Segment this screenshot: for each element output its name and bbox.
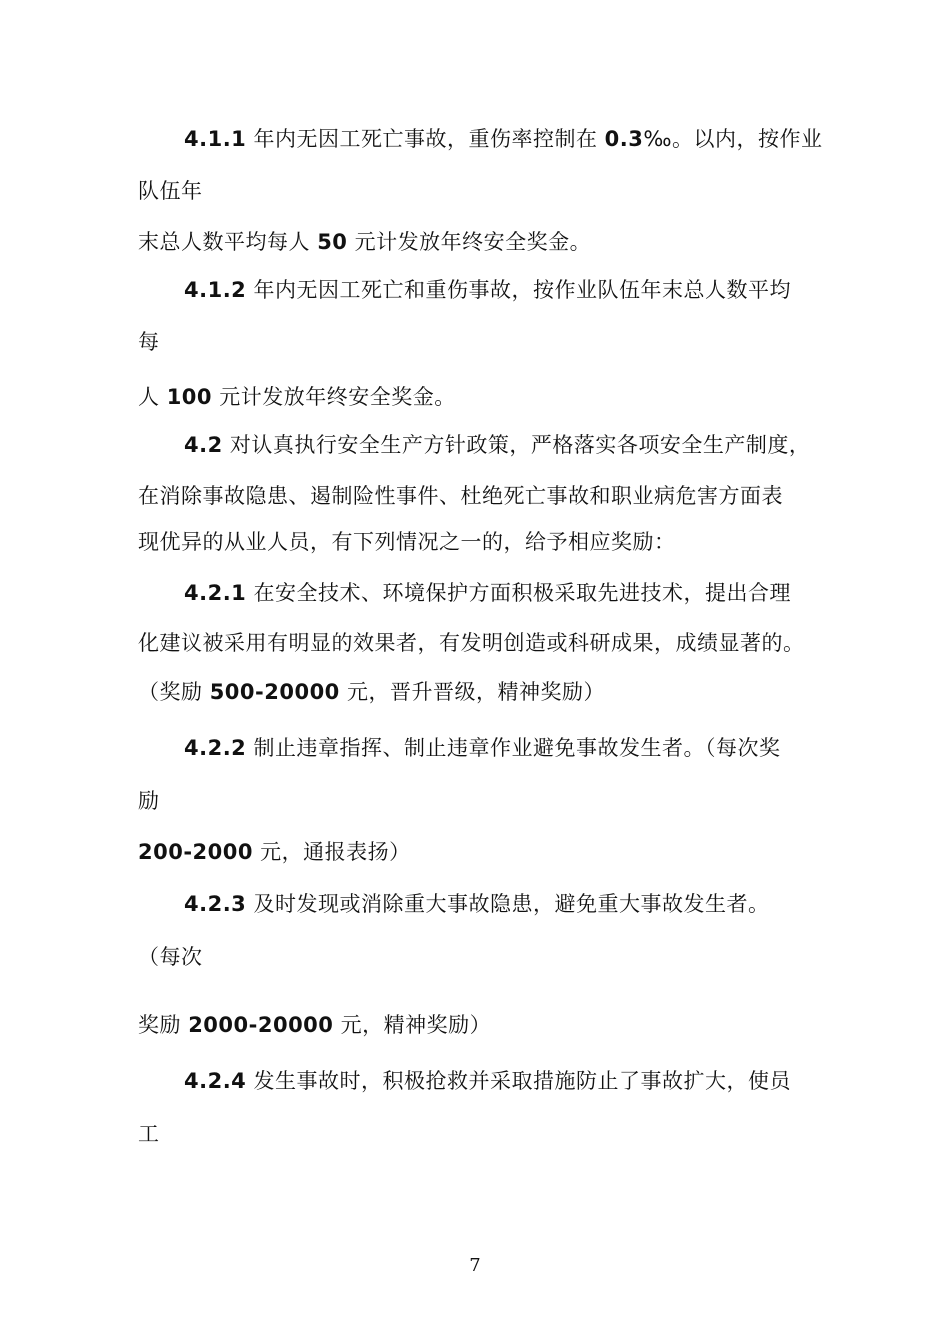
line-text: 工 xyxy=(138,1122,160,1146)
inline-number: 0.3 xyxy=(604,127,644,151)
line-text: ‰。以内，按作业 xyxy=(643,127,823,151)
line-text: 化建议被采用有明显的效果者，有发明创造或科研成果，成绩显著的。 xyxy=(138,631,805,655)
inline-number: 2000-20000 xyxy=(188,1013,334,1037)
line-text: 元，精神奖励） xyxy=(333,1013,492,1037)
clause-number: 4.2.4 xyxy=(184,1069,247,1093)
inline-number: 50 xyxy=(317,230,348,254)
paragraph-line xyxy=(138,677,605,707)
line-text: 元计发放年终安全奖金。 xyxy=(347,230,592,254)
line-text: 励 xyxy=(138,789,160,813)
paragraph-line xyxy=(138,942,203,972)
paragraph-line xyxy=(184,124,823,154)
line-text: 对认真执行安全生产方针政策，严格落实各项安全生产制度， xyxy=(222,433,811,457)
paragraph-line xyxy=(138,227,591,257)
line-text: （奖励 xyxy=(138,680,210,704)
paragraph-line xyxy=(138,382,456,412)
inline-number: 200-2000 xyxy=(138,840,253,864)
inline-number: 500-20000 xyxy=(209,680,340,704)
paragraph-line xyxy=(138,1010,491,1040)
line-text: 及时发现或消除重大事故隐患，避免重大事故发生者。 xyxy=(246,892,770,916)
line-text: 在安全技术、环境保护方面积极采取先进技术，提出合理 xyxy=(246,581,791,605)
line-text: 每 xyxy=(138,330,160,354)
line-text: 现优异的从业人员，有下列情况之一的，给予相应奖励： xyxy=(138,530,676,554)
line-text: 奖励 xyxy=(138,1013,189,1037)
paragraph-line xyxy=(138,628,805,658)
paragraph-line xyxy=(184,733,780,763)
paragraph-line xyxy=(184,578,791,608)
paragraph-line xyxy=(184,1066,791,1096)
line-text: 年内无因工死亡和重伤事故，按作业队伍年末总人数平均 xyxy=(246,278,791,302)
page-number: 7 xyxy=(469,1255,481,1276)
clause-number: 4.2 xyxy=(184,433,223,457)
line-text: 发生事故时，积极抢救并采取措施防止了事故扩大，使员 xyxy=(246,1069,791,1093)
line-text: 元计发放年终安全奖金。 xyxy=(212,385,456,409)
paragraph-line xyxy=(138,786,160,816)
clause-number: 4.2.2 xyxy=(184,736,247,760)
paragraph-line xyxy=(138,837,411,867)
paragraph-line xyxy=(138,327,160,357)
clause-number: 4.2.3 xyxy=(184,892,247,916)
line-text: 制止违章指挥、制止违章作业避免事故发生者。（每次奖 xyxy=(246,736,781,760)
line-text: 队伍年 xyxy=(138,179,203,203)
paragraph-line xyxy=(184,275,791,305)
clause-number: 4.2.1 xyxy=(184,581,247,605)
line-text: 人 xyxy=(138,385,167,409)
inline-number: 100 xyxy=(166,385,213,409)
paragraph-line xyxy=(184,889,769,919)
paragraph-line xyxy=(138,1119,160,1149)
paragraph-line xyxy=(138,176,203,206)
line-text: 末总人数平均每人 xyxy=(138,230,318,254)
line-text: 元，通报表扬） xyxy=(253,840,411,864)
paragraph-line xyxy=(184,430,810,460)
paragraph-line xyxy=(138,481,783,511)
line-text: 年内无因工死亡事故，重伤率控制在 xyxy=(246,127,605,151)
clause-number: 4.1.1 xyxy=(184,127,247,151)
clause-number: 4.1.2 xyxy=(184,278,247,302)
paragraph-line xyxy=(138,527,676,557)
line-text: （每次 xyxy=(138,945,203,969)
line-text: 元，晋升晋级，精神奖励） xyxy=(339,680,605,704)
line-text: 在消除事故隐患、遏制险性事件、杜绝死亡事故和职业病危害方面表 xyxy=(138,484,783,508)
